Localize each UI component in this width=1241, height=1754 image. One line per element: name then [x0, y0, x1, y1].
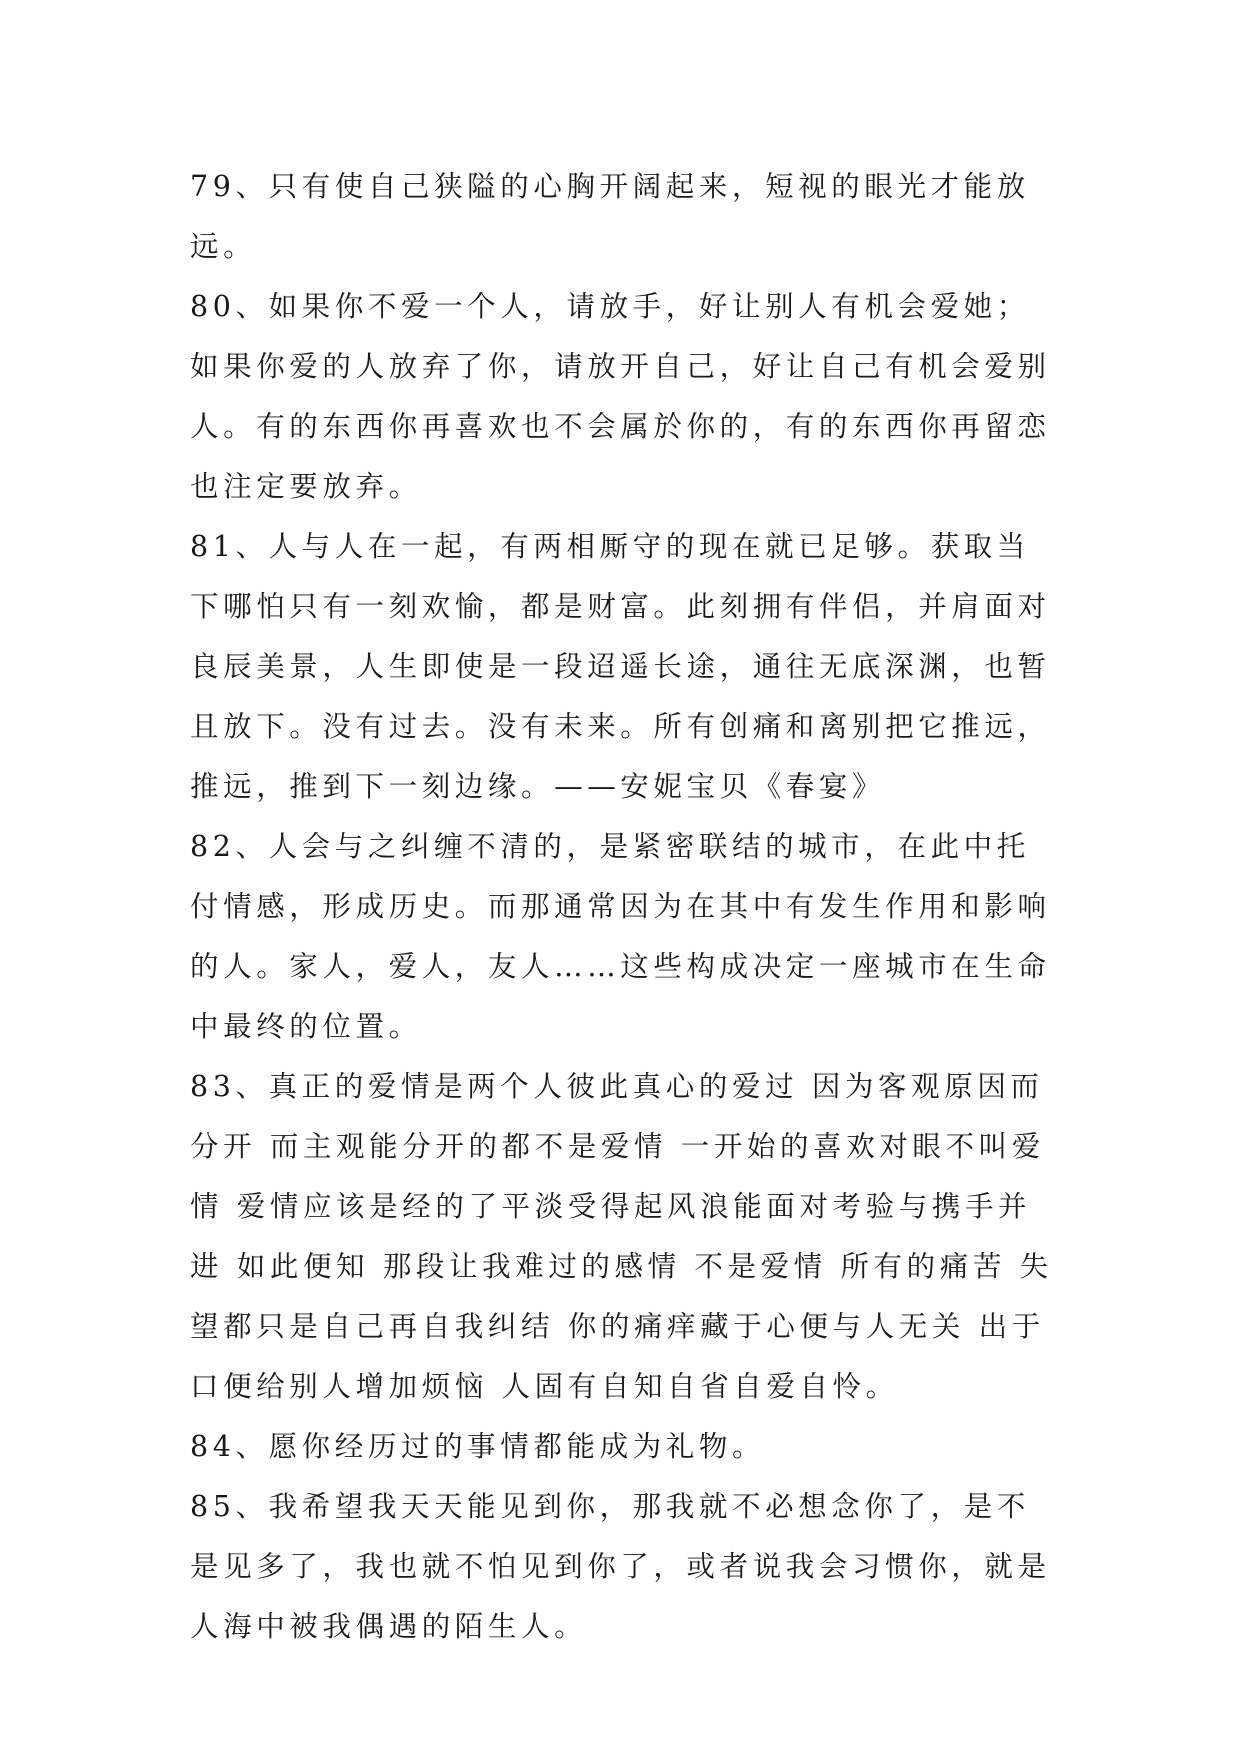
paragraph-82: 82、人会与之纠缠不清的，是紧密联结的城市，在此中托付情感，形成历史。而那通常因为在其中有发生作用和影响的人。家人，爱人，友人……这些构成决定一座城市在生命中最终的位置。 — [190, 830, 1051, 1043]
paragraph-81: 81、人与人在一起，有两相厮守的现在就已足够。获取当下哪怕只有一刻欢愉，都是财富。此刻拥有伴侣，并肩面对良辰美景，人生即使是一段迢遥长途，通往无底深渊，也暂且放下。没有过去。没有未来。所有创痛和离别把它推远，推远，推到下一刻边缘。——安妮宝贝《春宴》 — [190, 530, 1051, 803]
document-page — [190, 157, 1056, 1657]
paragraph-83: 83、真正的爱情是两个人彼此真心的爱过 因为客观原因而分开 而主观能分开的都不是爱情 一开始的喜欢对眼不叫爱情 爱情应该是经的了平淡受得起风浪能面对考验与携手并进 如此便知 那段让我难过的感情 不是爱情 所有的痛苦 失望都只是自己再自我纠结 你的痛痒藏于心便与人无关 出于口便给别人增加烦恼 人固有自知自省自爱自怜。 — [190, 1070, 1053, 1403]
paragraph-84: 84、愿你经历过的事情都能成为礼物。 — [190, 1430, 766, 1463]
paragraph-79: 79、只有使自己狭隘的心胸开阔起来，短视的眼光才能放远。 — [190, 170, 1030, 263]
paragraph-80: 80、如果你不爱一个人，请放手，好让别人有机会爱她；如果你爱的人放弃了你，请放开自己，好让自己有机会爱别人。有的东西你再喜欢也不会属於你的，有的东西你再留恋也注定要放弃。 — [190, 290, 1051, 503]
paragraph-85: 85、我希望我天天能见到你，那我就不必想念你了，是不是见多了，我也就不怕见到你了，或者说我会习惯你，就是人海中被我偶遇的陌生人。 — [190, 1490, 1051, 1643]
